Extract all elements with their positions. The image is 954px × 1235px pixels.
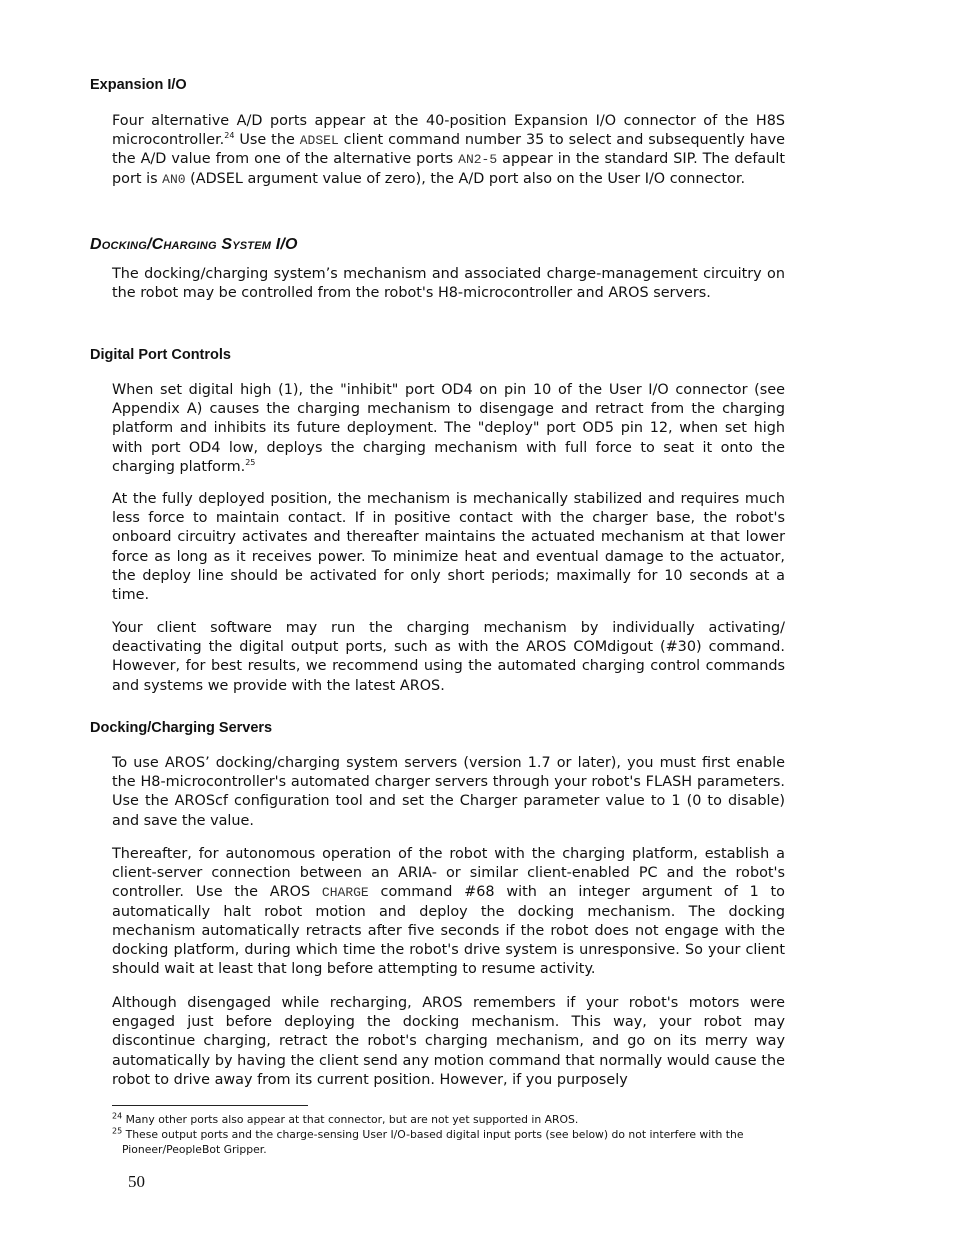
code-an2-5: AN2-5 [458, 152, 498, 168]
paragraph-digital-2: At the fully deployed position, the mechanism is mechanically stabilized and requires much less force to maintain contact. If in positive contact with the charger base, the robot's onboard circuitry activates and thereafter maintains the actuated mechanism at that lower force as long as it receives power. To minimize heat and eventual damage to the actuator, the deploy line should be activated for only short periods; maximally for 10 seconds at a time. [112, 491, 785, 604]
heading-docking-charging-system: Docking/Charging System I/O [90, 236, 298, 253]
footnote-25: $^{25}$ These output ports and the charge-sensing User I/O-based digital input ports (see below) do not interfere with the Pioneer/PeopleBot Gripper. [112, 1126, 744, 1156]
paragraph-docking-intro: The docking/charging system’s mechanism and associated charge-management circuitry on the robot may be controlled from the robot's H8-microcontroller and AROS servers. [112, 266, 785, 302]
footnote-divider [112, 1105, 308, 1106]
paragraph-expansion-io: Four alternative A/D ports appear at the 40-position Expansion I/O connector of the H8S microcontroller.$^{24}$ Use the ADSEL client command number 35 to select and subsequently have the A/D value from one of the alternative ports AN2-5 appear in the standard SIP. The default port is AN0 (ADSEL argument value of zero), the A/D port also on the User I/O connector. [112, 113, 785, 187]
code-charge: CHARGE [321, 885, 369, 901]
paragraph-digital-3: Your client software may run the charging mechanism by individually activating/ deactivating the digital output ports, such as with the AROS COMdigout (#30) command. However, for best results, we recommend using the automated charging control commands and systems we provide with the latest AROS. [112, 620, 785, 694]
footnote-ref-24: 24 [224, 131, 235, 141]
code-adsel: ADSEL [299, 133, 339, 149]
code-an0: AN0 [162, 171, 186, 187]
page-number: 50 [128, 1172, 145, 1191]
heading-expansion-io: Expansion I/O [90, 77, 187, 93]
paragraph-digital-1: When set digital high (1), the "inhibit" port OD4 on pin 10 of the User I/O connector (see Appendix A) causes the charging mechanism to disengage and retract from the charging platform and inhibits its future deployment. The "deploy" port OD5 pin 12, when set high with port OD4 low, deploys the charging mechanism with full force to seat it onto the charging platform.$^{25}$ [112, 382, 785, 475]
footnote-24: $^{24}$ Many other ports also appear at that connector, but are not yet supported in AROS. [112, 1111, 579, 1126]
footnote-ref-25: 25 [245, 458, 256, 468]
paragraph-servers-1: To use AROS’ docking/charging system servers (version 1.7 or later), you must first enable the H8-microcontroller's automated charger servers through your robot's FLASH parameters. Use the AROScf configuration tool and set the Charger parameter value to 1 (0 to disable) and save the value. [112, 755, 785, 829]
paragraph-servers-3: Although disengaged while recharging, AROS remembers if your robot's motors were engaged just before deploying the docking mechanism. This way, your robot may discontinue charging, retract the robot's charging mechanism, and go on its merry way automatically by having the client send any motion command that normally would cause the robot to drive away from its current position. However, if you purposely [112, 995, 785, 1088]
paragraph-servers-2: Thereafter, for autonomous operation of the robot with the charging platform, establish a client-server connection between an ARIA- or similar client-enabled PC and the robot's controller. Use the AROS CHARGE command #68 with an integer argument of 1 to automatically halt robot motion and deploy the docking mechanism. The docking mechanism automatically retracts after five seconds if the robot does not engage with the docking platform, during which time the robot's drive system is unresponsive. So your client should wait at least that long before attempting to resume activity. [112, 846, 785, 978]
heading-docking-charging-servers: Docking/Charging Servers [90, 720, 273, 736]
heading-digital-port-controls: Digital Port Controls [90, 347, 231, 363]
